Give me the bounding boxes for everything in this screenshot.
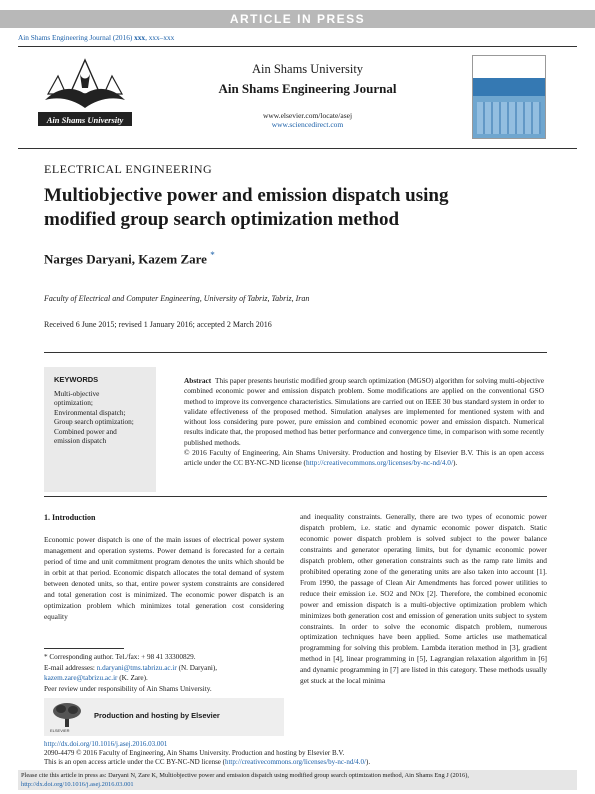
university-name: Ain Shams University bbox=[251, 62, 364, 76]
journal-name: Ain Shams Engineering Journal bbox=[218, 81, 397, 96]
body-column-left: Economic power dispatch is one of the main issues of electrical power system management and operation systems. Power demand is forecasted for a certain period of time and unit commitment program denotes the units which should be in orbit at that period. Economic dispatch allocates the total demand of system between denoted units, so that, entire power system constraints are considered and total generation cost is minimized. The economic power dispatch is an optimization problem which minimizes total generation cost considering equality bbox=[44, 535, 284, 621]
keywords-box bbox=[44, 367, 156, 492]
header-bottom-rule bbox=[18, 148, 577, 149]
keyword-item: emission dispatch bbox=[54, 436, 107, 446]
abstract-box bbox=[174, 367, 546, 492]
email-link-daryani[interactable]: n.daryani@tms.tabrizu.ac.ir bbox=[96, 663, 177, 672]
doi-link[interactable]: http://dx.doi.org/10.1016/j.asej.2016.03.001 bbox=[44, 740, 168, 748]
keywords-list bbox=[54, 389, 154, 445]
article-dates: Received 6 June 2015; revised 1 January 2016; accepted 2 March 2016 bbox=[44, 320, 272, 329]
abstract-text: Abstract This paper presents heuristic modified group search optimization (MGSO) algorithm for solving multi-objective combined economic power and emission dispatch problem. Some modifications are applied on the conventional GSO method to improve its convergence characteristics. Simulations are carried out on IEEE 30 bus standard system in order to validate effectiveness of the proposed method. Simulation analyses are implemented for mentioned system with and without loss considering pure power, pure emission and combined economic power and emission dispatch. Numerical results indicate that, the proposed method has better performance and convergence time, in comparison with some recently published methods. © 2016 Faculty of Engineering, Ain Shams University. Production and hosting by Elsevier B.V. This is an open access article under the CC BY-NC-ND license (http://creativecommons.org/licenses/by-nc-nd/4.0/). bbox=[184, 376, 544, 468]
production-label: Production and hosting by Elsevier bbox=[94, 711, 220, 720]
citation-doi-link[interactable]: http://dx.doi.org/10.1016/j.asej.2016.03.001 bbox=[21, 781, 134, 788]
logo-caption: Ain Shams University bbox=[46, 115, 124, 125]
keyword-item: Group search optimization; bbox=[54, 417, 134, 427]
dates-rule bbox=[44, 352, 547, 353]
article-title: Multiobjective power and emission dispatch using modified group search optimization method bbox=[44, 185, 449, 230]
article-info-footer: http://dx.doi.org/10.1016/j.asej.2016.03.001 2090-4479 © 2016 Faculty of Engineering, Ain Shams University. Production and hosting by Elsevier B.V. This is an open access article under the CC BY-NC-ND license (http://creativecommons.org/licenses/by-nc-nd/4.0/). bbox=[44, 740, 371, 766]
journal-header bbox=[160, 62, 455, 129]
cover-label: ASEJ bbox=[487, 60, 531, 77]
email-link-zare[interactable]: kazem.zare@tabrizu.ac.ir bbox=[44, 674, 118, 682]
footnotes: * Corresponding author. Tel./fax: + 98 41 33300829. E-mail addresses: n.daryani@tms.tabrizu.ac.ir (N. Daryani), kazem.zare@tabrizu.ac.ir (K. Zare). Peer review under responsibility of Ain Shams University. bbox=[44, 653, 218, 693]
journal-cover-thumbnail bbox=[472, 55, 546, 139]
footnote-rule bbox=[44, 648, 124, 649]
keyword-item: Combined power and bbox=[54, 426, 117, 436]
university-logo bbox=[30, 54, 140, 139]
authors: Narges Daryani, Kazem Zare * bbox=[44, 250, 215, 267]
body-column-right: and inequality constraints. Generally, there are two types of economic power dispatch problem, i.e. static and dynamic economic power dispatch. Static economic power dispatch problem is solved subject to the power balance constraints and generator operating limits, but for dynamic economic power dispatch problem, other generation constraints such as the ramp rate limits and prohibited operating zone of the generating units are also taken into account [1]. From 1990, the passage of Clean Air Amendments has forced power utilities to reduce their emission i.e. SO2 and NOx [2]. Therefore, the combined economic power and emission dispatch is a multi-objective optimization problem which minimizes both generation cost and emission of generation units subject to system constraints. In order to solve the economic dispatch problem, numerous optimization techniques have been applied. Some articles use mathematical programming for solving this problem. Lambda iteration method in [3], gradient method in [4], linear programming in [5], Lagrangian relaxation algorithm in [6] and dynamic programming in [7] are listed in this category. These methods usually get stuck at the local minima bbox=[300, 512, 547, 686]
header-top-rule bbox=[18, 46, 577, 47]
keyword-item: Multi-objective bbox=[54, 389, 100, 398]
section-label: ELECTRICAL ENGINEERING bbox=[44, 162, 213, 176]
elsevier-word: ELSEVIER bbox=[50, 728, 70, 733]
license-link[interactable]: http://creativecommons.org/licenses/by-nc-nd/4.0/ bbox=[224, 758, 366, 766]
elsevier-production-box bbox=[44, 698, 284, 736]
affiliation: Faculty of Electrical and Computer Engineering, University of Tabriz, Tabriz, Iran bbox=[44, 294, 310, 303]
corresponding-author-mark[interactable]: * bbox=[210, 250, 215, 260]
journal-reference: Ain Shams Engineering Journal (2016) xxx, xxx–xxx bbox=[18, 33, 175, 42]
journal-url[interactable]: www.elsevier.com/locate/asej bbox=[262, 111, 353, 120]
abstract-license-link[interactable]: http://creativecommons.org/licenses/by-nc-nd/4.0/ bbox=[306, 458, 453, 468]
sciencedirect-url[interactable]: www.sciencedirect.com bbox=[271, 120, 344, 129]
abstract-rule bbox=[44, 496, 547, 497]
keywords-title: KEYWORDS bbox=[54, 375, 99, 384]
article-in-press-banner: ARTICLE IN PRESS bbox=[0, 10, 595, 28]
keyword-item: optimization; bbox=[54, 398, 93, 408]
introduction-heading: 1. Introduction bbox=[44, 513, 96, 522]
citation-box: Please cite this article in press as: Daryani N, Zare K, Multiobjective power and emission dispatch using modified group search optimization method, Ain Shams Eng J (2016), http://dx.doi.org/10.1016/j.asej.2016.03.001 bbox=[18, 770, 577, 790]
keyword-item: Environmental dispatch; bbox=[54, 407, 126, 417]
